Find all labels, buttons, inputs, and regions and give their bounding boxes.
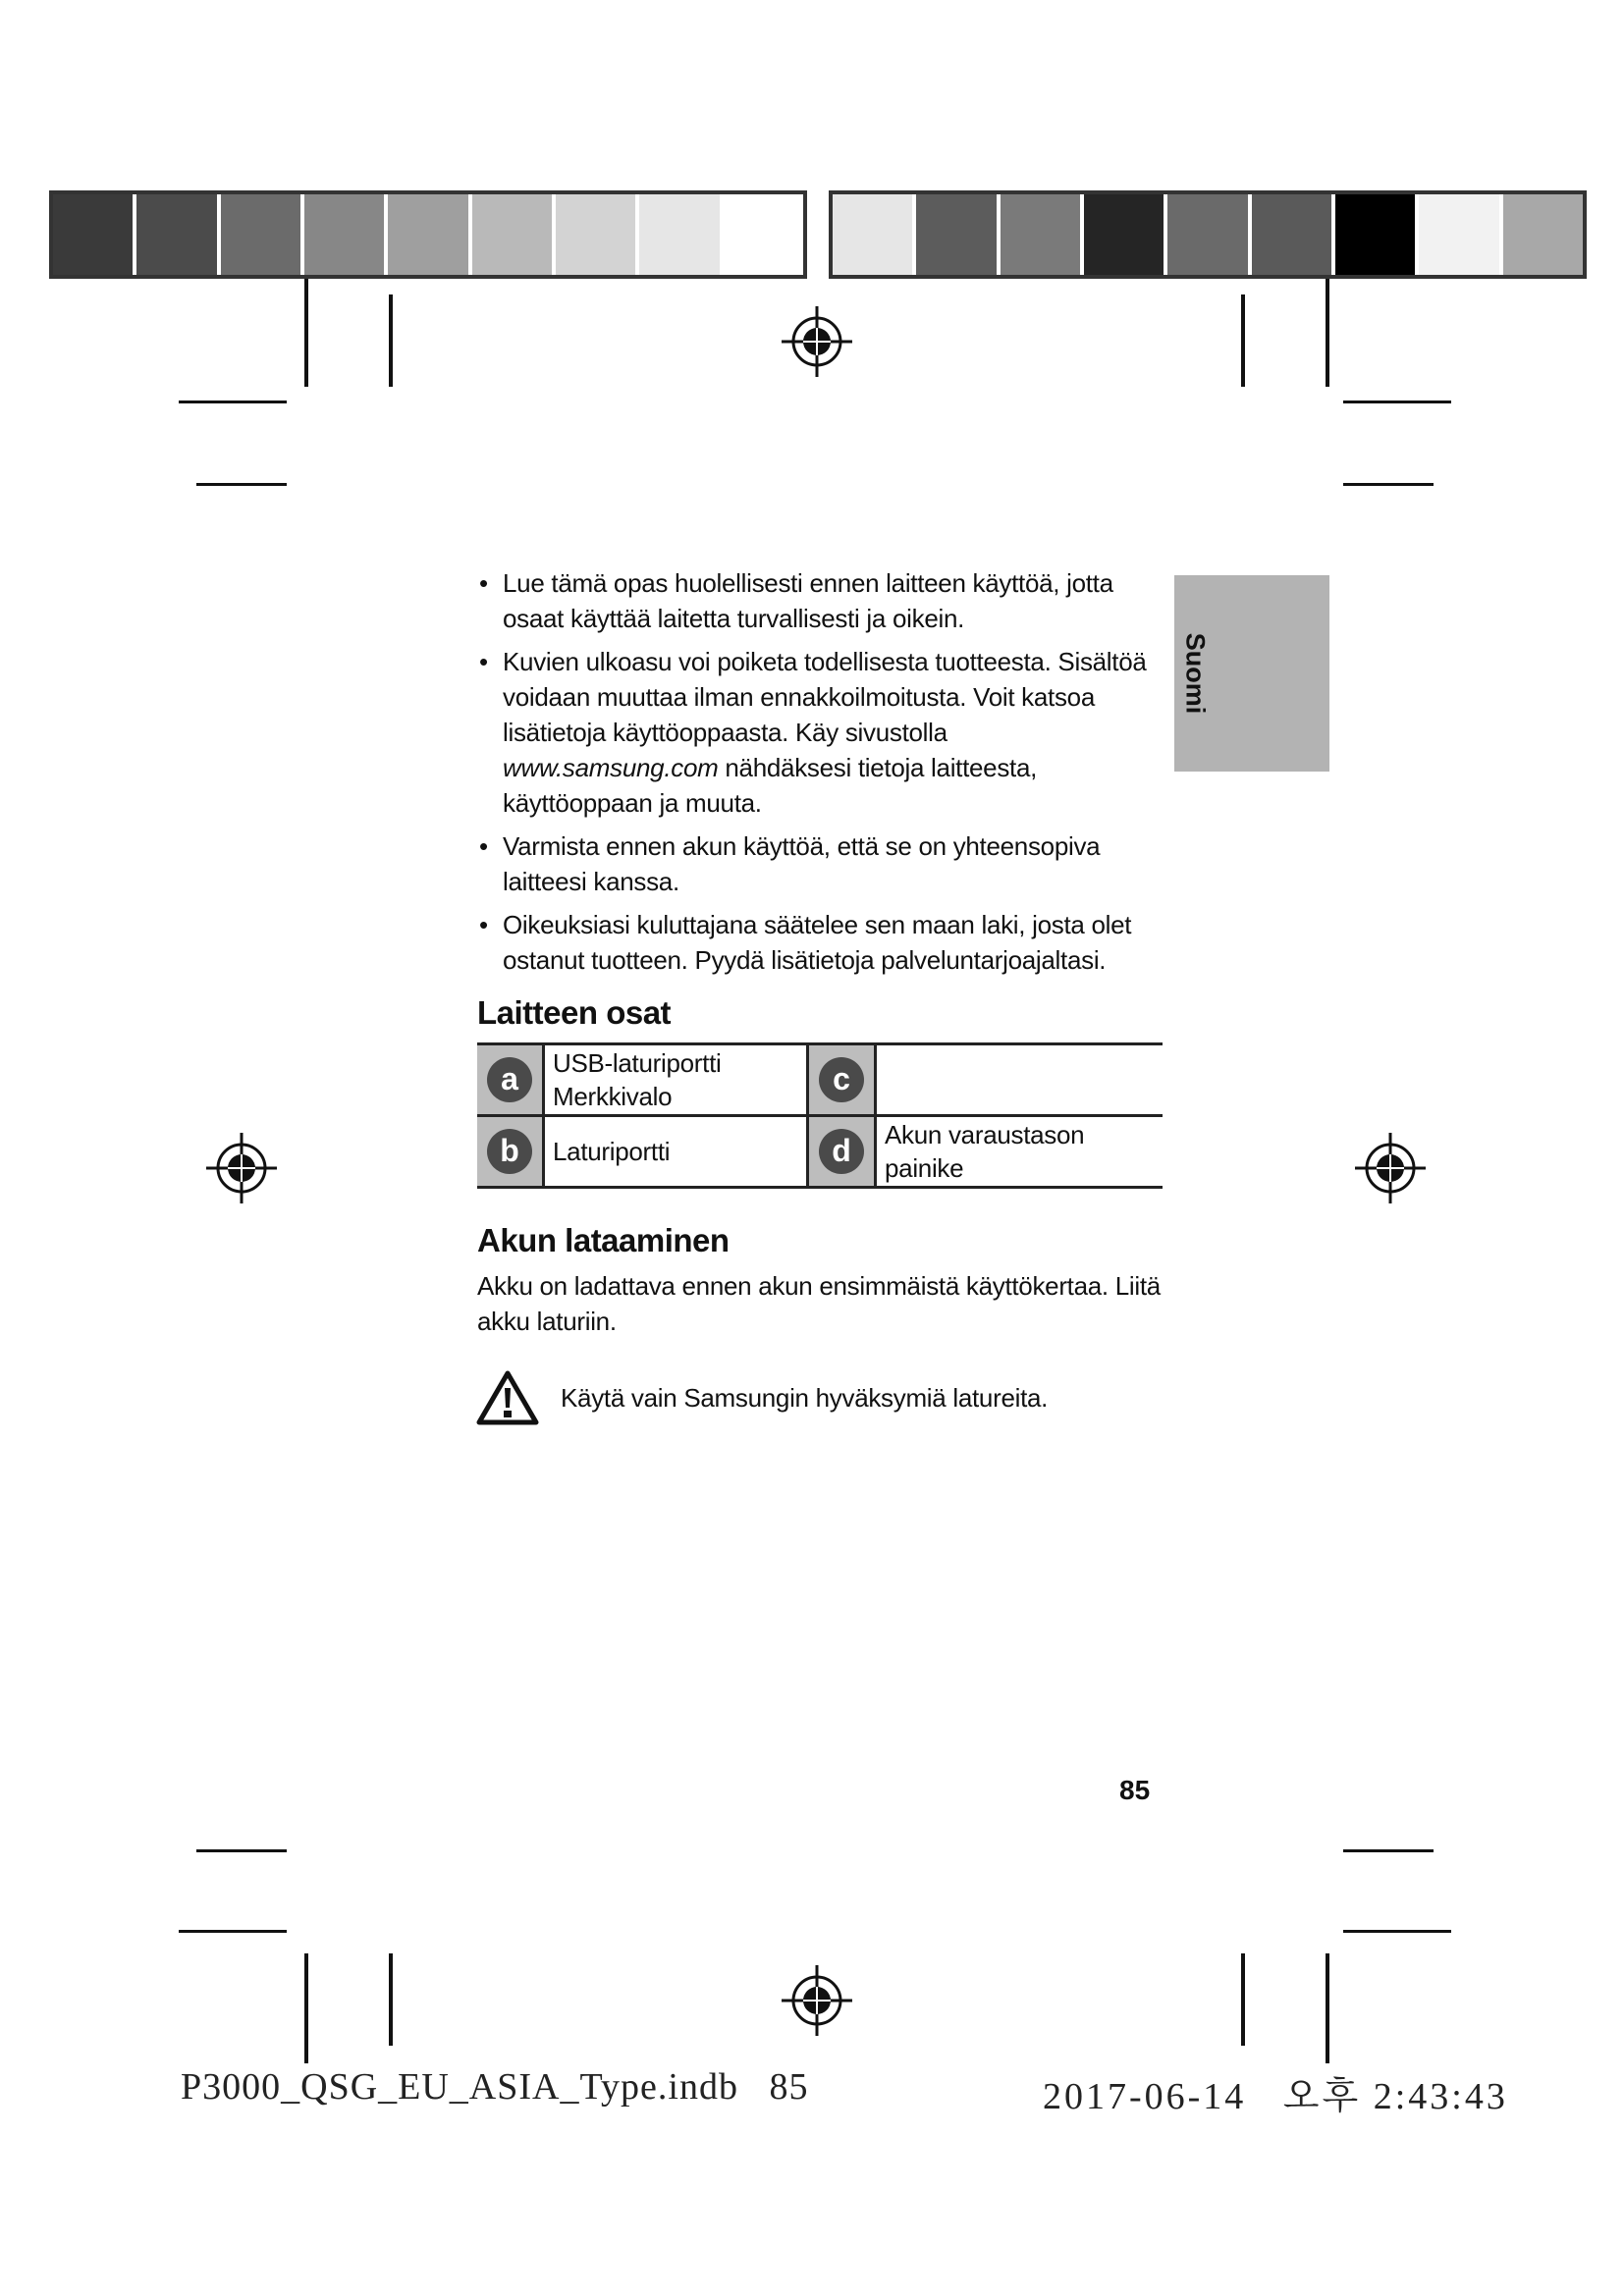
color-swatch — [1335, 194, 1419, 275]
bullet-text: Lue tämä opas huolellisesti ennen laitteen käyttöä, jotta osaat käyttää laitetta turvallisesti ja oikein. — [503, 568, 1113, 633]
color-swatch — [916, 194, 1000, 275]
color-swatch — [556, 194, 639, 275]
crop-mark — [1326, 279, 1329, 387]
crop-mark — [1343, 400, 1451, 403]
crop-mark — [389, 294, 393, 387]
page-number: 85 — [1119, 1775, 1151, 1805]
section-heading-charging: Akun lataaminen — [477, 1222, 730, 1258]
crop-mark — [389, 1953, 393, 2046]
color-swatch — [388, 194, 471, 275]
bullet-text: nähdäksesi tietoja laitteesta, käyttöoppaan ja muuta. — [503, 753, 1038, 818]
part-label-cell — [876, 1044, 1164, 1116]
color-swatch — [1001, 194, 1084, 275]
crop-mark — [1343, 1849, 1434, 1852]
color-swatch — [1419, 194, 1502, 275]
color-swatch — [1167, 194, 1251, 275]
registration-mark-icon — [782, 306, 852, 377]
list-item — [477, 907, 1164, 978]
charging-instructions: Akku on ladattava ennen akun ensimmäistä käyttökertaa. Liitä akku laturiin. — [477, 1271, 1161, 1336]
bullet-text: Kuvien ulkoasu voi poiketa todellisesta tuotteesta. Sisältöä voidaan muuttaa ilman ennakkoilmoitusta. Voit katsoa lisätietoja käyttöoppaasta. Käy sivustolla — [503, 647, 1147, 747]
color-swatch — [304, 194, 388, 275]
color-swatch — [53, 194, 136, 275]
parts-table — [477, 1042, 1163, 1189]
list-item — [477, 644, 1164, 821]
crop-mark — [1241, 294, 1245, 387]
crop-mark — [304, 279, 308, 387]
crop-mark — [196, 483, 287, 486]
part-badge-a: a — [487, 1057, 532, 1102]
part-letter-cell — [808, 1116, 876, 1188]
crop-mark — [179, 400, 287, 403]
bullet-text: Oikeuksiasi kuluttajana säätelee sen maan laki, josta olet ostanut tuotteen. Pyydä lisätietoja palveluntarjoajaltasi. — [503, 910, 1132, 975]
part-badge-b: b — [487, 1129, 532, 1174]
print-timestamp: 2017-06-14 오후 2:43:43 — [1043, 2076, 1508, 2117]
samsung-website-link[interactable]: www.samsung.com — [503, 753, 719, 782]
intro-section — [477, 565, 1164, 986]
crop-mark — [179, 1930, 287, 1933]
table-row — [477, 1116, 1163, 1188]
crop-mark — [196, 1849, 287, 1852]
part-letter-cell — [808, 1044, 876, 1116]
registration-mark-icon — [1355, 1133, 1426, 1203]
language-tab-label: Suomi — [1180, 632, 1211, 715]
list-item — [477, 828, 1164, 899]
part-label-cell: Laturiportti — [544, 1116, 808, 1188]
color-swatch — [136, 194, 220, 275]
section-heading-parts: Laitteen osat — [477, 994, 672, 1031]
crop-mark — [1241, 1953, 1245, 2046]
color-bar-left — [49, 190, 807, 279]
part-badge-d: d — [819, 1129, 864, 1174]
print-file-name: P3000_QSG_EU_ASIA_Type.indb 85 — [181, 2066, 809, 2108]
color-swatch — [221, 194, 304, 275]
color-swatch — [1084, 194, 1167, 275]
crop-mark — [1343, 483, 1434, 486]
part-label-cell: Akun varaustason painike — [876, 1116, 1164, 1188]
color-bar-right — [829, 190, 1587, 279]
color-swatch — [639, 194, 723, 275]
color-swatch — [1252, 194, 1335, 275]
part-letter-cell — [477, 1116, 544, 1188]
color-swatch — [724, 194, 803, 275]
list-item — [477, 565, 1164, 636]
part-letter-cell — [477, 1044, 544, 1116]
registration-mark-icon — [206, 1133, 277, 1203]
intro-bullet-list — [477, 565, 1164, 978]
crop-mark — [1343, 1930, 1451, 1933]
part-label-cell: USB-laturiportti Merkkivalo — [544, 1044, 808, 1116]
color-swatch — [472, 194, 556, 275]
bullet-text: Varmista ennen akun käyttöä, että se on yhteensopiva laitteesi kanssa. — [503, 831, 1101, 896]
warning-icon — [475, 1368, 540, 1427]
registration-mark-icon — [782, 1965, 852, 2036]
crop-mark — [304, 1953, 308, 2063]
part-badge-c: c — [819, 1057, 864, 1102]
warning-text: Käytä vain Samsungin hyväksymiä latureita. — [561, 1383, 1049, 1413]
table-row — [477, 1044, 1163, 1116]
color-swatch — [833, 194, 916, 275]
color-swatch — [1503, 194, 1583, 275]
crop-mark — [1326, 1953, 1329, 2063]
